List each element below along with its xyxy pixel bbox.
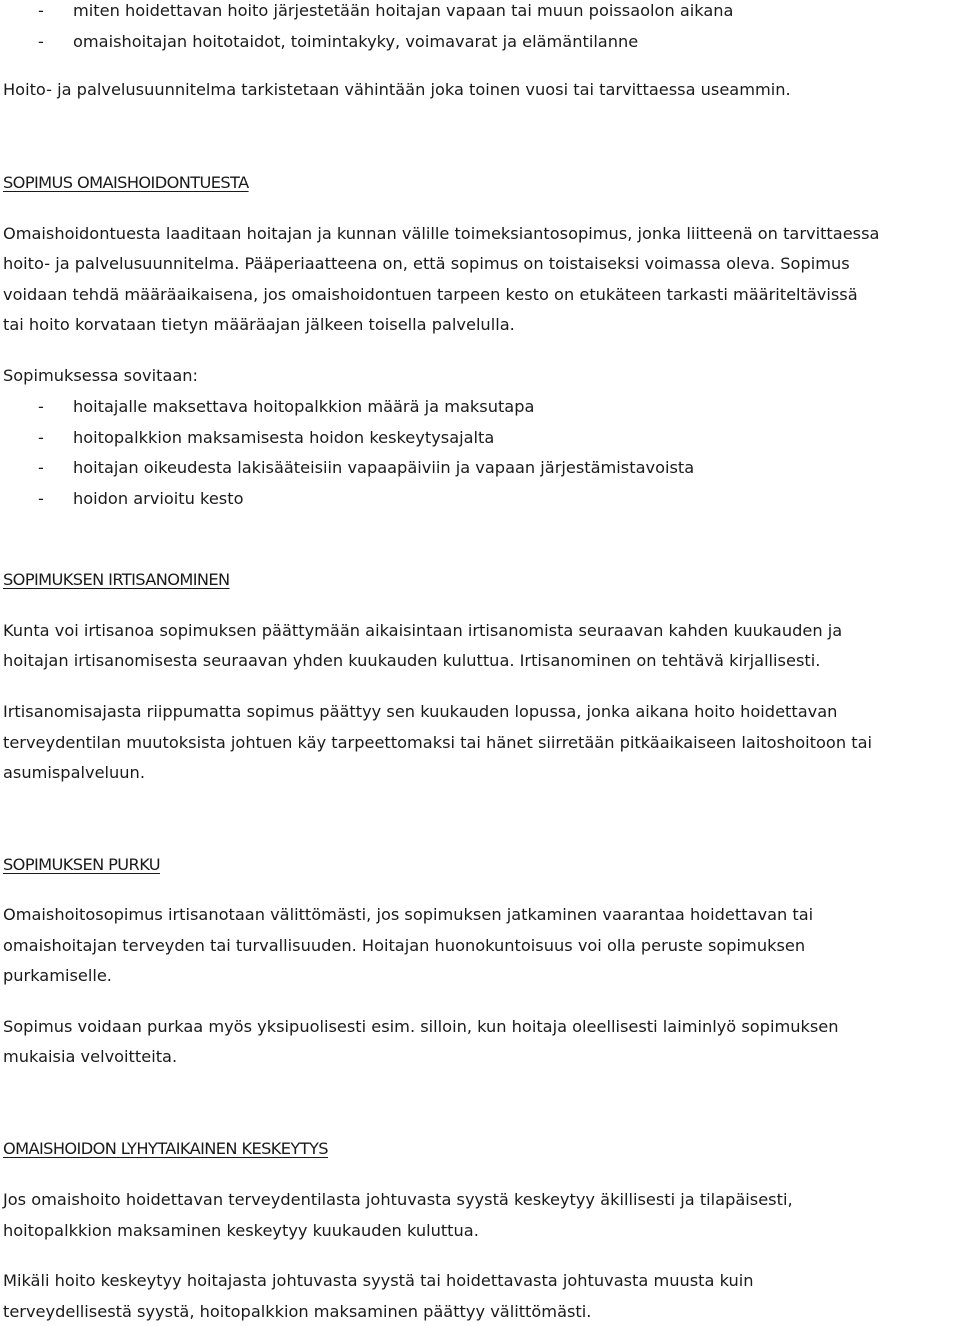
paragraph-line: Mikäli hoito keskeytyy hoitajasta johtuvasta syystä tai hoidettavasta johtuvasta muusta kuin <box>3 1271 754 1290</box>
section-heading-irtisanominen: SOPIMUKSEN IRTISANOMINEN <box>3 570 230 589</box>
paragraph-line: mukaisia velvoitteita. <box>3 1047 178 1066</box>
paragraph-line: voidaan tehdä määräaikaisena, jos omaishoidontuen tarpeen kesto on etukäteen tarkasti määriteltävissä <box>3 285 858 304</box>
section-heading-purku: SOPIMUKSEN PURKU <box>3 855 161 874</box>
list-dash: - <box>38 458 44 477</box>
paragraph-line: hoitopalkkion maksaminen keskeytyy kuukauden kuluttua. <box>3 1221 479 1240</box>
paragraph-line: omaishoitajan terveyden tai turvallisuuden. Hoitajan huonokuntoisuus voi olla peruste sopimuksen <box>3 936 806 955</box>
paragraph-line: Sopimus voidaan purkaa myös yksipuolisesti esim. silloin, kun hoitaja oleellisesti laiminlyö sopimuksen <box>3 1017 839 1036</box>
paragraph-line: Omaishoidontuesta laaditaan hoitajan ja kunnan välille toimeksiantosopimus, jonka liitteenä on tarvittaessa <box>3 224 880 243</box>
list-item: omaishoitajan hoitotaidot, toimintakyky, voimavarat ja elämäntilanne <box>73 32 639 51</box>
list-dash: - <box>38 1 44 20</box>
section-heading-keskeytys: OMAISHOIDON LYHYTAIKAINEN KESKEYTYS <box>3 1139 328 1158</box>
paragraph-line: terveydentilan muutoksista johtuen käy tarpeettomaksi tai hänet siirretään pitkäaikaiseen laitoshoitoon tai <box>3 733 872 752</box>
paragraph-line: purkamiselle. <box>3 966 112 985</box>
paragraph-line: Jos omaishoito hoidettavan terveydentilasta johtuvasta syystä keskeytyy äkillisesti ja tilapäisesti, <box>3 1190 793 1209</box>
paragraph-line: tai hoito korvataan tietyn määräajan jälkeen toisella palvelulla. <box>3 315 515 334</box>
paragraph-line: asumispalveluun. <box>3 763 145 782</box>
paragraph-line: hoitajan irtisanomisesta seuraavan yhden kuukauden kuluttua. Irtisanominen on tehtävä kirjallisesti. <box>3 651 821 670</box>
paragraph-line: Omaishoitosopimus irtisanotaan välittömästi, jos sopimuksen jatkaminen vaarantaa hoidettavan tai <box>3 905 814 924</box>
list-dash: - <box>38 428 44 447</box>
section-heading-sopimus: SOPIMUS OMAISHOIDONTUESTA <box>3 173 249 192</box>
paragraph-line: terveydellisestä syystä, hoitopalkkion maksaminen päättyy välittömästi. <box>3 1302 592 1321</box>
list-intro: Sopimuksessa sovitaan: <box>3 366 198 385</box>
list-dash: - <box>38 32 44 51</box>
paragraph-line: Kunta voi irtisanoa sopimuksen päättymään aikaisintaan irtisanomista seuraavan kahden kuukauden ja <box>3 621 843 640</box>
paragraph-line: hoito- ja palvelusuunnitelma. Pääperiaatteena on, että sopimus on toistaiseksi voimassa oleva. Sopimus <box>3 254 850 273</box>
list-item: hoidon arvioitu kesto <box>73 489 244 508</box>
paragraph-line: Irtisanomisajasta riippumatta sopimus päättyy sen kuukauden lopussa, jonka aikana hoito hoidettavan <box>3 702 838 721</box>
list-dash: - <box>38 397 44 416</box>
intro-paragraph: Hoito- ja palvelusuunnitelma tarkistetaan vähintään joka toinen vuosi tai tarvittaessa useammin. <box>3 80 791 99</box>
list-item: hoitajalle maksettava hoitopalkkion määrä ja maksutapa <box>73 397 535 416</box>
list-dash: - <box>38 489 44 508</box>
list-item: hoitopalkkion maksamisesta hoidon keskeytysajalta <box>73 428 495 447</box>
list-item: hoitajan oikeudesta lakisääteisiin vapaapäiviin ja vapaan järjestämistavoista <box>73 458 695 477</box>
list-item: miten hoidettavan hoito järjestetään hoitajan vapaan tai muun poissaolon aikana <box>73 1 734 20</box>
